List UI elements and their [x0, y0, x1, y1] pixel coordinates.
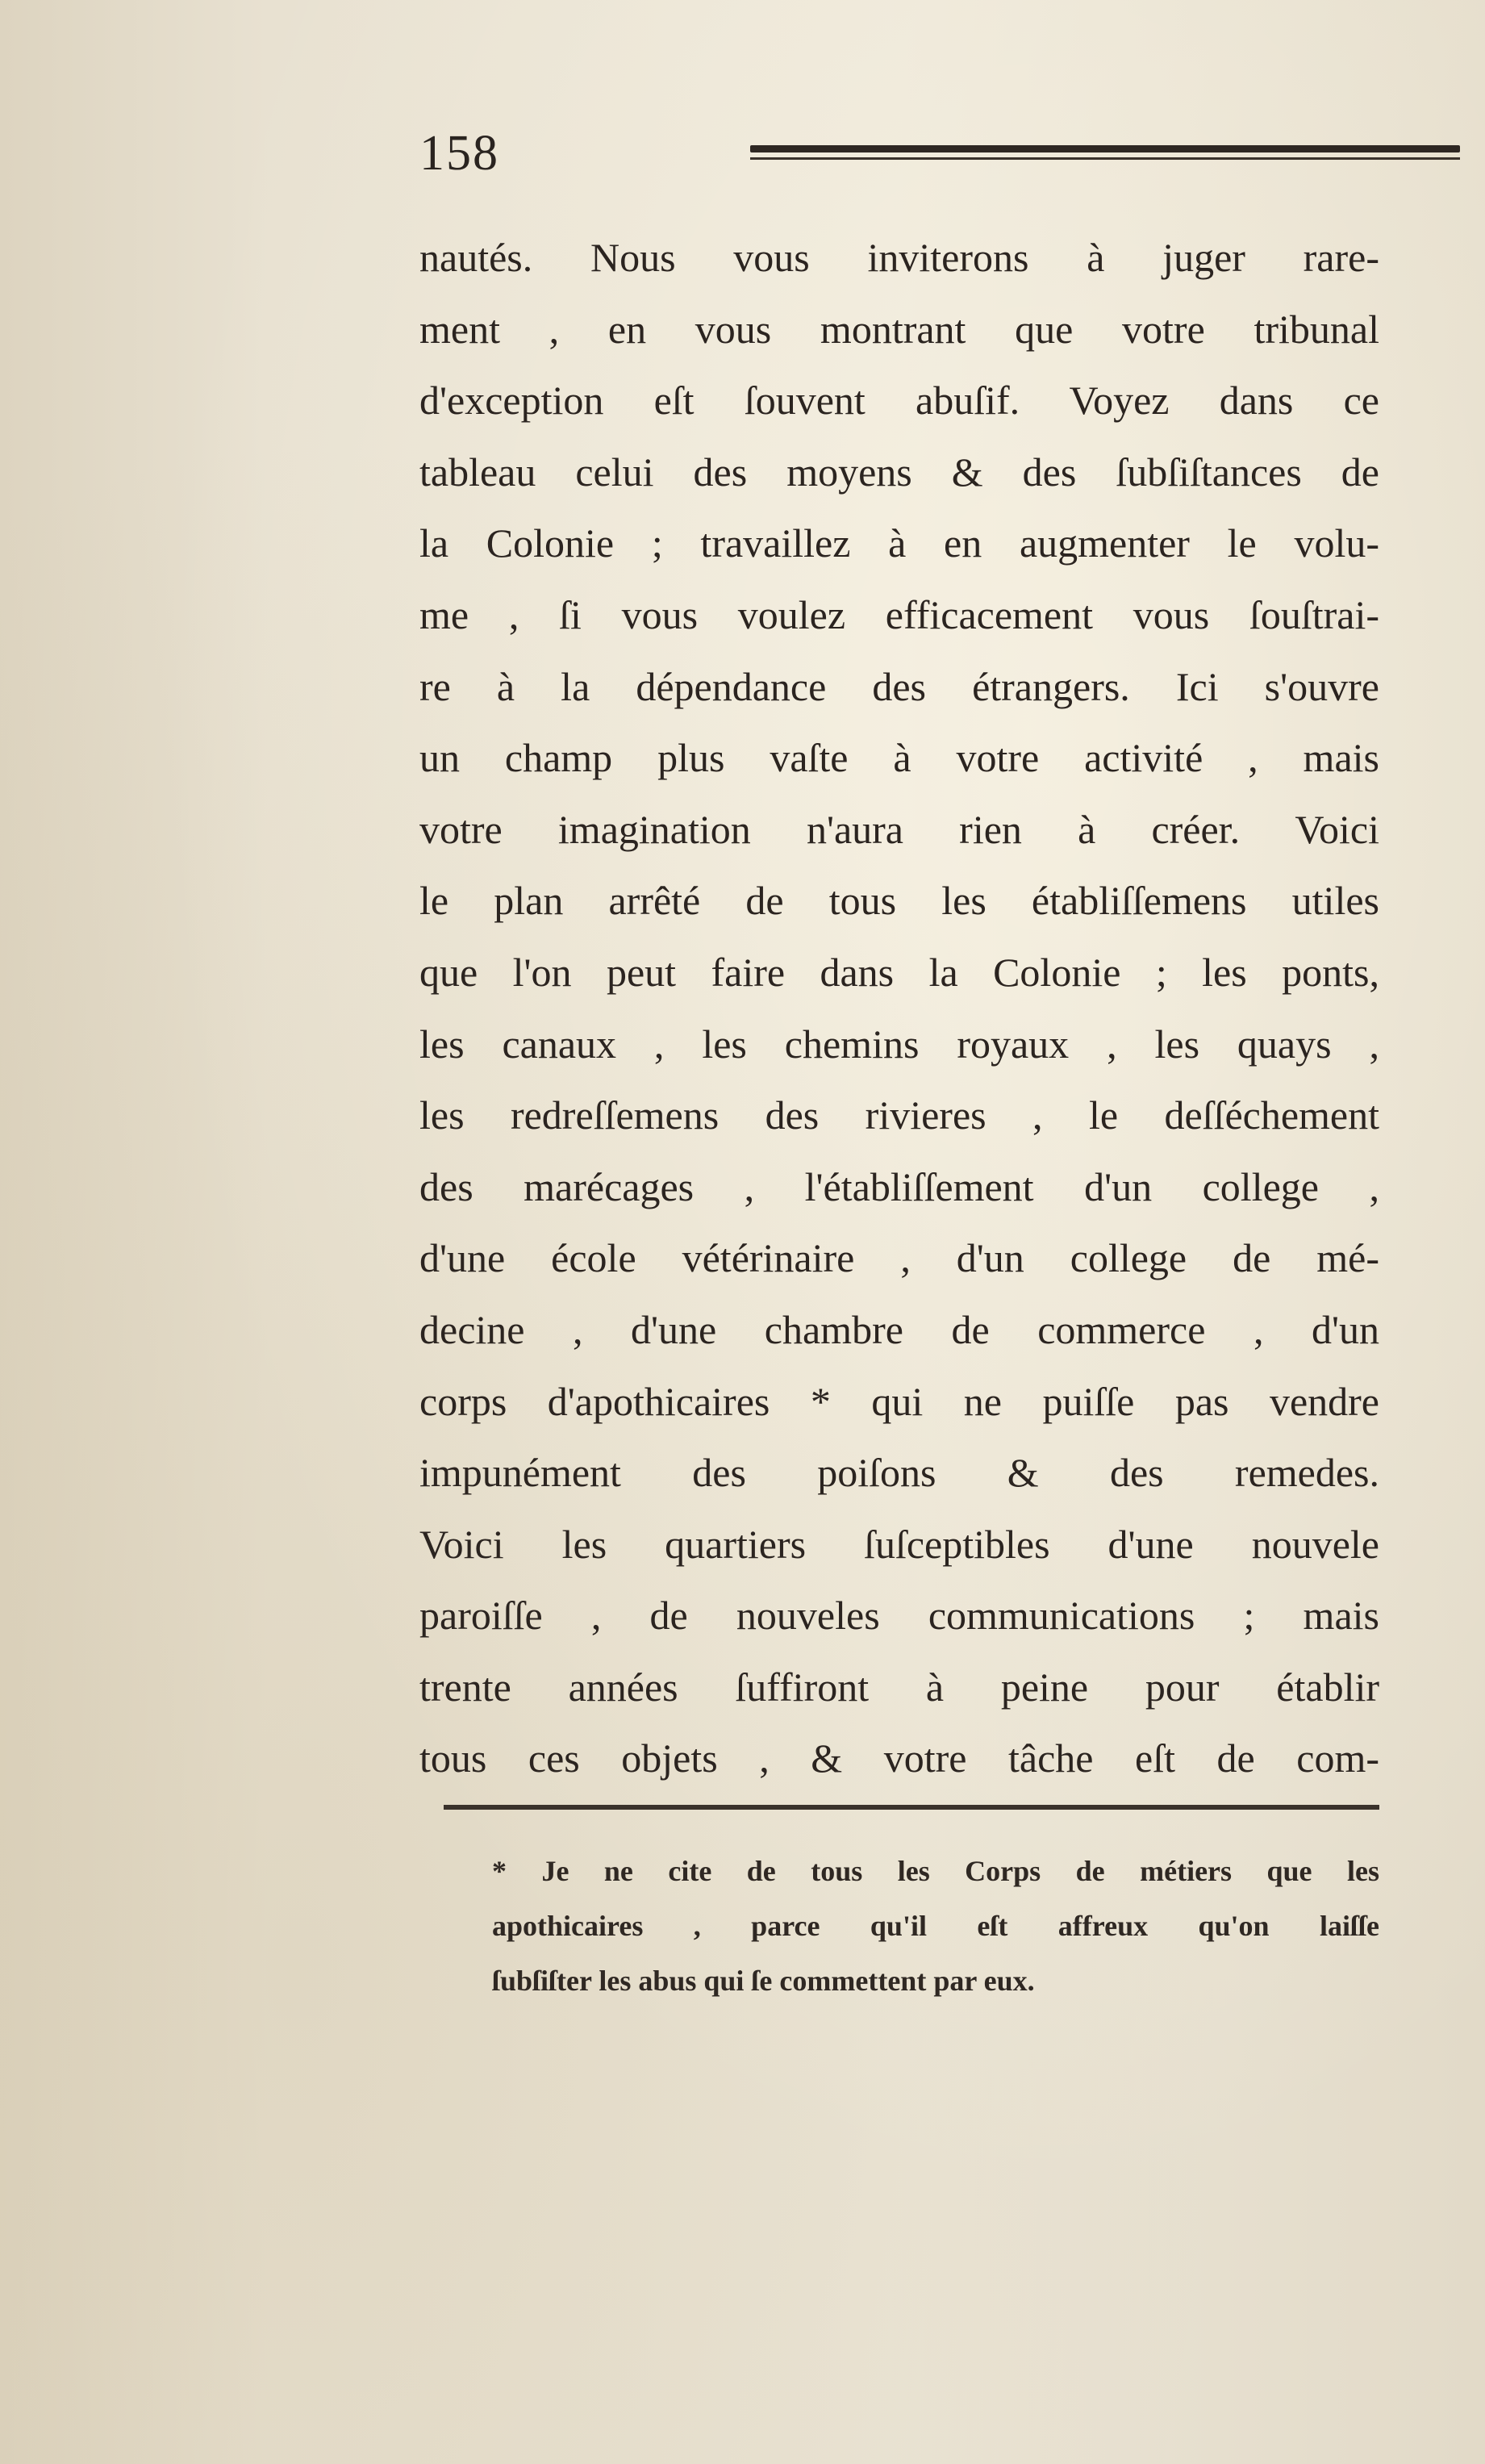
- body-line: le plan arrêté de tous les établiſſemens utiles: [419, 878, 1379, 924]
- body-line: paroiſſe , de nouveles communications ; mais: [419, 1593, 1379, 1639]
- body-line: Voici les quartiers ſuſceptibles d'une nouvele: [419, 1521, 1379, 1567]
- header-rule-thick: [750, 145, 1460, 152]
- body-line: re à la dépendance des étrangers. Ici s'ouvre: [419, 663, 1379, 709]
- body-line: nautés. Nous vous inviterons à juger rare-: [419, 235, 1379, 280]
- body-line: des marécages , l'établiſſement d'un college ,: [419, 1163, 1379, 1209]
- footnote: [492, 1844, 1379, 2008]
- body-line: impunément des poiſons & des remedes.: [419, 1450, 1379, 1496]
- body-line: ment , en vous montrant que votre tribunal: [419, 306, 1379, 352]
- body-line: me , ſi vous voulez efficacement vous ſouſtrai-: [419, 591, 1379, 637]
- body-line: un champ plus vaſte à votre activité , mais: [419, 735, 1379, 781]
- header-rule-thin: [750, 157, 1460, 160]
- page-header: [419, 121, 1379, 186]
- body-line: decine , d'une chambre de commerce , d'un: [419, 1306, 1379, 1352]
- footnote-line: ſubſiſter les abus qui ſe commettent par eux.: [492, 1965, 1035, 1997]
- page-number: 158: [419, 126, 499, 181]
- footnote-line: apothicaires , parce qu'il eſt affreux qu'on laiſſe: [492, 1910, 1379, 1942]
- body-text: [419, 222, 1379, 1794]
- body-line: les canaux , les chemins royaux , les quays ,: [419, 1021, 1379, 1067]
- body-line: les redreſſemens des rivieres , le deſſéchement: [419, 1092, 1379, 1138]
- body-line: la Colonie ; travaillez à en augmenter le volu-: [419, 520, 1379, 566]
- footnote-rule: [444, 1805, 1379, 1810]
- body-line: tableau celui des moyens & des ſubſiſtances de: [419, 449, 1379, 495]
- footnote-line: * Je ne cite de tous les Corps de métiers que les: [492, 1855, 1379, 1887]
- body-line: trente années ſuffiront à peine pour établir: [419, 1664, 1379, 1710]
- body-line: votre imagination n'aura rien à créer. Voici: [419, 806, 1379, 852]
- body-line: corps d'apothicaires * qui ne puiſſe pas vendre: [419, 1378, 1379, 1424]
- header-rule: [750, 145, 1460, 163]
- body-line: d'exception eſt ſouvent abuſif. Voyez dans ce: [419, 378, 1379, 424]
- body-line: tous ces objets , & votre tâche eſt de com-: [419, 1735, 1379, 1781]
- body-line: d'une école vétérinaire , d'un college de mé-: [419, 1235, 1379, 1281]
- body-line: que l'on peut faire dans la Colonie ; les ponts,: [419, 949, 1379, 995]
